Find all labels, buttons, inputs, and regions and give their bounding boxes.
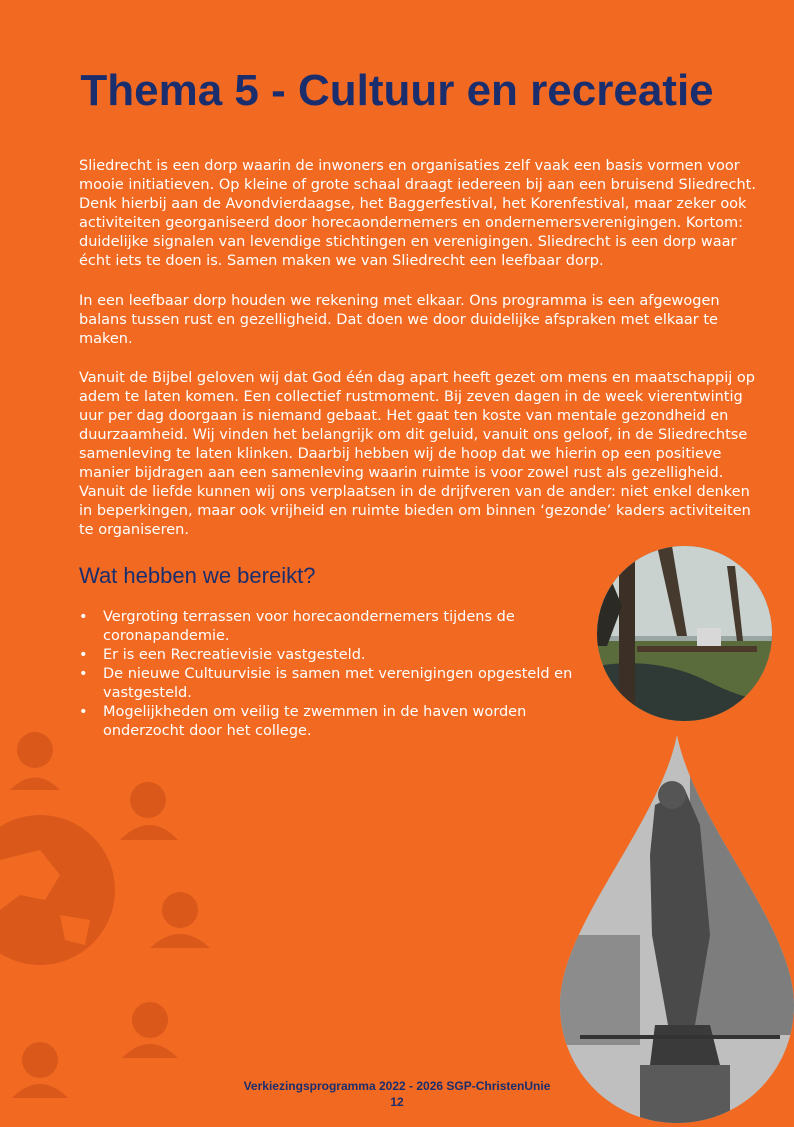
page-title: Thema 5 - Cultuur en recreatie (80, 66, 714, 115)
section-heading-achievements: Wat hebben we bereikt? (79, 563, 316, 588)
park-photo (597, 546, 772, 721)
list-item: • Er is een Recreatievisie vastgesteld. (79, 646, 599, 665)
paragraph-intro: Sliedrecht is een dorp waarin de inwoners en organisaties zelf vaak een basis vormen voor mooie initiatieven. Op kleine of grote schaal draagt iedereen bij aan een bruisend Sliedrecht. Denk hierbij aan de Avondvierdaagse, het Baggerfestival, het Korenfestival, maar zeker ook activiteiten georganiseerd door horecaondernemers en ondernemersverenigingen. Kortom: duidelijke signalen van levendige stichtingen en verenigingen. Sliedrecht is een dorp waar écht iets te doen is. Samen maken we van Sliedrecht een leefbaar dorp. (79, 158, 756, 269)
list-item: • Vergroting terrassen voor horecaondernemers tijdens de coronapandemie. (79, 608, 599, 646)
paragraph-sunday-rest: Vanuit de Bijbel geloven wij dat God één dag apart heeft gezet om mens en maatschappij op adem te laten komen. Een collectief rustmoment. Bij zeven dagen in de week vierentwintig uur per dag doorgaan is niemand gebaat. Het gaat ten koste van mentale gezondheid en duurzaamheid. Wij vinden het belangrijk om dit geluid, vanuit ons geloof, in de Sliedrechtse samenleving te laten klinken. Daarbij hebben wij de hoop dat we hierin op een positieve manier bijdragen aan een samenleving waarin ruimte is voor zowel rust als gezelligheid. Vanuit de liefde kunnen wij ons verplaatsen in de drijfveren van de ander: niet enkel denken in beperkingen, maar ook vrijheid en ruimte bieden om binnen ‘gezonde’ kaders activiteiten te organiseren. (79, 370, 755, 538)
people-globe-decoration (0, 700, 230, 1100)
statue-photo (560, 735, 794, 1123)
page-number: 12 (390, 1095, 404, 1109)
footer-program-title: Verkiezingsprogramma 2022 - 2026 SGP-ChristenUnie (243, 1079, 551, 1093)
paragraph-balance: In een leefbaar dorp houden we rekening met elkaar. Ons programma is een afgewogen balans tussen rust en gezelligheid. Dat doen we door duidelijke afspraken met elkaar te maken. (79, 293, 720, 347)
list-item: • De nieuwe Cultuurvisie is samen met verenigingen opgesteld en vastgesteld. (79, 665, 599, 703)
footer (0, 1078, 794, 1110)
list-item: • Mogelijkheden om veilig te zwemmen in de haven worden onderzocht door het college. (79, 703, 599, 741)
